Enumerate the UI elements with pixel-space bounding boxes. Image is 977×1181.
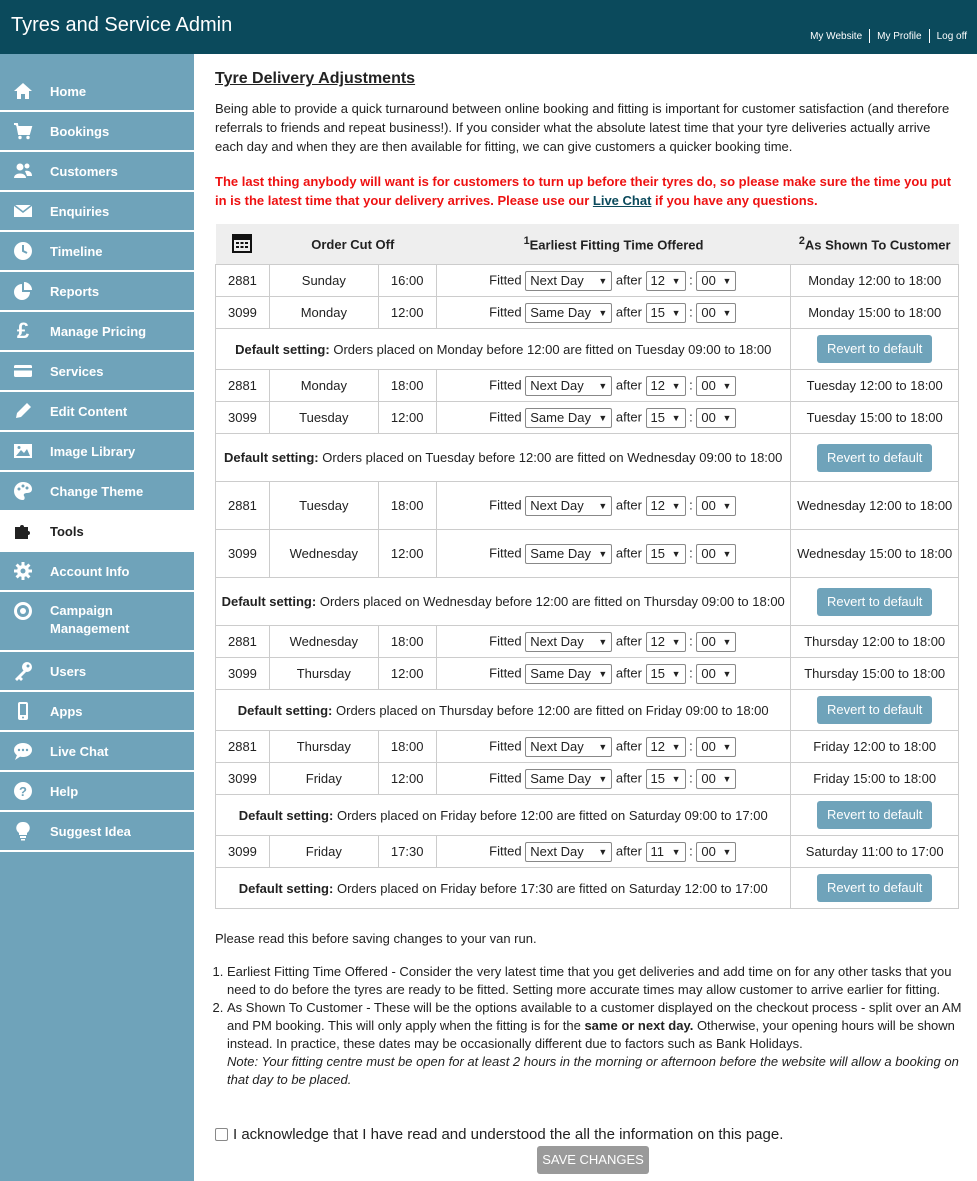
fit-day-select[interactable]: Next Day ▼ xyxy=(525,496,612,516)
list-item: 1. Earliest Fitting Time Offered - Consider the very latest time that you get deliveries and add time on for any other tasks that you need to do before the tyres are ready to be fitted. Setting more accurate times may allow customer to arrive earlier for fitting. xyxy=(227,963,972,999)
sidebar-item-account-info[interactable] xyxy=(0,552,194,592)
hour-select[interactable]: 15 ▼ xyxy=(646,769,686,789)
store-code: 2881 xyxy=(216,731,270,763)
shown-to-customer: Monday 12:00 to 18:00 xyxy=(791,265,959,297)
note-text: As Shown To Customer - These will be the options available to a customer displayed on the checkout process - split over an AM and PM booking. This will only apply when the fitting is for the xyxy=(227,1000,962,1033)
fitting-cell xyxy=(436,731,791,763)
table-row xyxy=(216,530,959,578)
fitting-cell xyxy=(436,658,791,690)
after-label: after xyxy=(615,632,642,648)
sidebar-item-help[interactable] xyxy=(0,772,194,812)
sidebar-item-edit-content[interactable] xyxy=(0,392,194,432)
after-label: after xyxy=(615,408,642,424)
fit-day-select[interactable]: Same Day ▼ xyxy=(525,303,612,323)
fit-day-select[interactable]: Next Day ▼ xyxy=(525,376,612,396)
fitted-label: Fitted xyxy=(489,376,522,392)
table-header xyxy=(216,224,959,265)
cut-off-time: 18:00 xyxy=(378,370,436,402)
sidebar-item-label: Change Theme xyxy=(50,483,144,499)
sidebar-item-label: Home xyxy=(50,83,87,99)
question-icon xyxy=(12,780,34,802)
cut-off-day: Sunday xyxy=(269,265,378,297)
hour-select[interactable]: 12 ▼ xyxy=(646,737,686,757)
table-row xyxy=(216,626,959,658)
phone-icon xyxy=(12,700,34,722)
default-description: Orders placed on Monday before 12:00 are fitted on Tuesday 09:00 to 18:00 xyxy=(333,341,772,357)
time-colon: : xyxy=(689,271,693,287)
palette-icon xyxy=(12,480,34,502)
cut-off-time: 18:00 xyxy=(378,482,436,530)
sidebar-item-label: Bookings xyxy=(50,123,110,139)
after-label: after xyxy=(615,376,642,392)
default-row xyxy=(216,690,959,731)
fitted-label: Fitted xyxy=(489,632,522,648)
shown-to-customer: Tuesday 12:00 to 18:00 xyxy=(791,370,959,402)
sidebar-item-label: Apps xyxy=(50,703,83,719)
sidebar-item-label: Timeline xyxy=(50,243,103,259)
fit-day-select[interactable]: Same Day ▼ xyxy=(525,408,612,428)
cut-off-time: 18:00 xyxy=(378,626,436,658)
table-row xyxy=(216,402,959,434)
minute-select[interactable]: 00 ▼ xyxy=(696,408,736,428)
shown-to-customer: Monday 15:00 to 18:00 xyxy=(791,297,959,329)
users-icon xyxy=(12,160,34,182)
gear-icon xyxy=(12,560,34,582)
hour-select[interactable]: 12 ▼ xyxy=(646,632,686,652)
cut-off-day: Friday xyxy=(269,763,378,795)
default-label: Default setting: xyxy=(235,341,330,357)
fitting-cell xyxy=(436,370,791,402)
sidebar-item-enquiries[interactable] xyxy=(0,192,194,232)
default-description: Orders placed on Friday before 12:00 are fitted on Saturday 09:00 to 17:00 xyxy=(336,807,768,823)
time-colon: : xyxy=(689,842,693,858)
store-code: 2881 xyxy=(216,370,270,402)
acknowledge-checkbox[interactable] xyxy=(215,1128,228,1141)
default-label: Default setting: xyxy=(238,807,334,823)
fitting-cell xyxy=(436,836,791,868)
cart-icon xyxy=(12,120,34,142)
cut-off-time: 12:00 xyxy=(378,763,436,795)
sidebar-item-timeline[interactable] xyxy=(0,232,194,272)
shown-to-customer: Saturday 11:00 to 17:00 xyxy=(791,836,959,868)
store-code: 2881 xyxy=(216,482,270,530)
revert-to-default-button[interactable]: Revert to default xyxy=(817,588,932,616)
fit-day-select[interactable]: Same Day ▼ xyxy=(525,664,612,684)
sidebar-item-label: Edit Content xyxy=(50,403,128,419)
after-label: after xyxy=(615,496,642,512)
time-colon: : xyxy=(689,303,693,319)
after-label: after xyxy=(615,664,642,680)
sidebar-item-live-chat[interactable] xyxy=(0,732,194,772)
target-icon xyxy=(12,600,34,622)
cut-off-time: 12:00 xyxy=(378,402,436,434)
table-row xyxy=(216,370,959,402)
image-icon xyxy=(12,440,34,462)
envelope-icon xyxy=(12,200,34,222)
sidebar-item-apps[interactable] xyxy=(0,692,194,732)
fitted-label: Fitted xyxy=(489,769,522,785)
cut-off-time: 17:30 xyxy=(378,836,436,868)
sidebar-item-home[interactable] xyxy=(0,72,194,112)
puzzle-icon xyxy=(12,520,34,542)
default-setting-text xyxy=(216,578,791,626)
sidebar xyxy=(0,54,194,1181)
time-colon: : xyxy=(689,737,693,753)
hour-select[interactable]: 15 ▼ xyxy=(646,544,686,564)
table-row xyxy=(216,836,959,868)
after-label: after xyxy=(615,271,642,287)
notes-intro: Please read this before saving changes to your van run. xyxy=(215,931,537,946)
table-row xyxy=(216,658,959,690)
notes-list xyxy=(215,963,972,1089)
shown-header xyxy=(791,224,959,265)
default-label: Default setting: xyxy=(221,594,317,609)
home-icon xyxy=(12,80,34,102)
fitted-label: Fitted xyxy=(489,842,522,858)
fitted-label: Fitted xyxy=(489,664,522,680)
after-label: after xyxy=(615,303,642,319)
default-row xyxy=(216,868,959,909)
default-setting-text xyxy=(216,868,791,909)
top-bar xyxy=(0,0,977,54)
table-row xyxy=(216,482,959,530)
sidebar-item-label: Reports xyxy=(50,283,100,299)
sidebar-item-services[interactable] xyxy=(0,352,194,392)
cut-off-day: Friday xyxy=(269,836,378,868)
fit-day-select[interactable]: Next Day ▼ xyxy=(525,632,612,652)
shown-to-customer: Wednesday 15:00 to 18:00 xyxy=(791,530,959,578)
pencil-icon xyxy=(12,400,34,422)
fitted-label: Fitted xyxy=(489,737,522,753)
warning-before: The last thing anybody will want is for customers to turn up before their tyres do, so please make sure the time you put in is the latest time that your delivery arrives. Please use our xyxy=(215,174,952,208)
shown-to-customer: Friday 12:00 to 18:00 xyxy=(791,731,959,763)
default-description: Orders placed on Tuesday before 12:00 are fitted on Wednesday 09:00 to 18:00 xyxy=(322,450,783,465)
sidebar-item-label: Manage Pricing xyxy=(50,323,147,339)
shown-to-customer: Friday 15:00 to 18:00 xyxy=(791,763,959,795)
key-icon xyxy=(12,660,34,682)
fit-day-select[interactable]: Next Day ▼ xyxy=(525,842,612,862)
table-row xyxy=(216,265,959,297)
footnote-marker: 1 xyxy=(523,235,530,248)
log-off-link[interactable]: Log off xyxy=(936,30,967,42)
fit-day-select[interactable]: Next Day ▼ xyxy=(525,737,612,757)
store-code: 3099 xyxy=(216,836,270,868)
table-body xyxy=(216,265,959,909)
default-setting-text xyxy=(216,434,791,482)
cut-off-day: Tuesday xyxy=(269,402,378,434)
warning-text xyxy=(215,172,960,210)
clock-icon xyxy=(12,240,34,262)
time-colon: : xyxy=(689,408,693,424)
sidebar-item-label: Users xyxy=(50,663,87,679)
after-label: after xyxy=(615,737,642,753)
cut-off-day: Monday xyxy=(269,297,378,329)
sidebar-item-manage-pricing[interactable] xyxy=(0,312,194,352)
revert-cell xyxy=(791,795,959,836)
cut-off-time: 12:00 xyxy=(378,297,436,329)
sidebar-item-users[interactable] xyxy=(0,652,194,692)
revert-cell xyxy=(791,329,959,370)
note-italic: Note: Your fitting centre must be open for at least 2 hours in the morning or afternoon before the website will allow a booking on that day to be placed. xyxy=(227,1054,959,1087)
default-setting-text xyxy=(216,329,791,370)
store-code: 3099 xyxy=(216,297,270,329)
minute-select[interactable]: 00 ▼ xyxy=(696,842,736,862)
revert-to-default-button[interactable]: Revert to default xyxy=(817,444,932,472)
list-item xyxy=(227,999,972,1089)
cut-off-day: Wednesday xyxy=(269,530,378,578)
pound-icon: £ xyxy=(16,318,30,343)
fitted-label: Fitted xyxy=(489,303,522,319)
card-icon xyxy=(12,360,34,382)
hour-select[interactable]: 11 ▼ xyxy=(646,842,686,862)
default-setting-text xyxy=(216,690,791,731)
shown-header-label: As Shown To Customer xyxy=(804,237,951,253)
fitting-cell xyxy=(436,402,791,434)
sidebar-item-label: Enquiries xyxy=(50,203,110,219)
default-row xyxy=(216,795,959,836)
fitted-label: Fitted xyxy=(489,271,522,287)
store-code: 3099 xyxy=(216,763,270,795)
fitting-cell xyxy=(436,482,791,530)
hour-select[interactable]: 12 ▼ xyxy=(646,376,686,396)
shown-to-customer: Wednesday 12:00 to 18:00 xyxy=(791,482,959,530)
default-setting-text xyxy=(216,795,791,836)
sidebar-item-reports[interactable] xyxy=(0,272,194,312)
after-label: after xyxy=(615,842,642,858)
sidebar-item-campaign-management[interactable] xyxy=(0,592,194,652)
sidebar-item-image-library[interactable] xyxy=(0,432,194,472)
default-row xyxy=(216,434,959,482)
delivery-table xyxy=(215,224,959,909)
cut-off-day: Thursday xyxy=(269,658,378,690)
revert-to-default-button[interactable]: Revert to default xyxy=(817,874,932,902)
time-colon: : xyxy=(689,664,693,680)
cut-off-time: 18:00 xyxy=(378,731,436,763)
app-title: Tyres and Service Admin xyxy=(11,14,233,36)
sidebar-item-label: Services xyxy=(50,363,104,379)
default-label: Default setting: xyxy=(238,880,334,896)
note-bold: same or next day. xyxy=(584,1018,694,1033)
table-row xyxy=(216,297,959,329)
page-title: Tyre Delivery Adjustments xyxy=(215,70,416,87)
hour-select[interactable]: 12 ▼ xyxy=(646,496,686,516)
time-colon: : xyxy=(689,376,693,392)
shown-to-customer: Thursday 15:00 to 18:00 xyxy=(791,658,959,690)
note-text: Otherwise, your opening hours will be shown instead. In practice, these dates may be occasionally different due to factors such as Bank Holidays. xyxy=(227,1018,955,1051)
sidebar-item-label: Suggest Idea xyxy=(50,823,131,839)
fitted-label: Fitted xyxy=(489,496,522,512)
calendar-header xyxy=(216,224,270,265)
sidebar-item-label: Image Library xyxy=(50,443,136,459)
warning-after: if you have any questions. xyxy=(651,193,818,208)
cut-off-time: 12:00 xyxy=(378,658,436,690)
earliest-header-label: Earliest Fitting Time Offered xyxy=(529,237,704,253)
fitted-label: Fitted xyxy=(489,408,522,424)
minute-select[interactable]: 00 ▼ xyxy=(696,737,736,757)
default-row xyxy=(216,578,959,626)
sidebar-item-suggest-idea[interactable] xyxy=(0,812,194,852)
revert-cell xyxy=(791,868,959,909)
shown-to-customer: Tuesday 15:00 to 18:00 xyxy=(791,402,959,434)
hour-select[interactable]: 15 ▼ xyxy=(646,303,686,323)
fit-day-select[interactable]: Same Day ▼ xyxy=(525,769,612,789)
top-links xyxy=(803,29,967,43)
live-chat-link[interactable]: Live Chat xyxy=(592,193,652,208)
time-colon: : xyxy=(689,632,693,648)
store-code: 3099 xyxy=(216,658,270,690)
minute-select[interactable]: 00 ▼ xyxy=(696,303,736,323)
chat-icon xyxy=(12,740,34,762)
table-row xyxy=(216,731,959,763)
fitting-cell xyxy=(436,530,791,578)
sidebar-item-label: Customers xyxy=(50,163,118,179)
default-row xyxy=(216,329,959,370)
minute-select[interactable]: 00 ▼ xyxy=(696,632,736,652)
svg-text:?: ? xyxy=(19,784,27,799)
cut-off-day: Tuesday xyxy=(269,482,378,530)
sidebar-item-bookings[interactable] xyxy=(0,112,194,152)
sidebar-item-label: Live Chat xyxy=(50,743,109,759)
my-profile-link[interactable]: My Profile xyxy=(877,30,922,42)
earliest-header xyxy=(436,224,791,265)
store-code: 3099 xyxy=(216,402,270,434)
table-row xyxy=(216,763,959,795)
time-colon: : xyxy=(689,544,693,560)
my-website-link[interactable]: My Website xyxy=(810,30,863,42)
after-label: after xyxy=(615,544,642,560)
minute-select[interactable]: 00 ▼ xyxy=(696,376,736,396)
revert-cell xyxy=(791,434,959,482)
sidebar-item-label: Tools xyxy=(50,523,84,539)
minute-select[interactable]: 00 ▼ xyxy=(696,496,736,516)
time-colon: : xyxy=(689,769,693,785)
default-label: Default setting: xyxy=(224,450,319,465)
calendar-icon xyxy=(231,232,253,257)
store-code: 2881 xyxy=(216,626,270,658)
footnote-marker: 2 xyxy=(798,235,805,248)
sidebar-item-label: Help xyxy=(50,783,79,799)
minute-select[interactable]: 00 ▼ xyxy=(696,271,736,291)
fitting-cell xyxy=(436,626,791,658)
store-code: 3099 xyxy=(216,530,270,578)
revert-cell xyxy=(791,578,959,626)
cut-off-day: Wednesday xyxy=(269,626,378,658)
store-code: 2881 xyxy=(216,265,270,297)
fit-day-select[interactable]: Next Day ▼ xyxy=(525,271,612,291)
save-changes-button[interactable]: SAVE CHANGES xyxy=(537,1146,649,1174)
default-description: Orders placed on Thursday before 12:00 are fitted on Friday 09:00 to 18:00 xyxy=(336,702,769,718)
order-cut-off-header: Order Cut Off xyxy=(269,224,436,265)
acknowledge-row[interactable] xyxy=(215,1126,783,1143)
sidebar-item-change-theme[interactable] xyxy=(0,472,194,512)
hour-select[interactable]: 15 ▼ xyxy=(646,664,686,684)
fitted-label: Fitted xyxy=(489,544,522,560)
lightbulb-icon xyxy=(12,820,34,842)
sidebar-item-label: Account Info xyxy=(50,563,130,579)
intro-text: Being able to provide a quick turnaround between online booking and fitting is important for customer satisfaction (and therefore referrals to friends and repeat business!). If you consider what the absolute latest time that your tyre deliveries actually arrive each day and when they are then available for fitting, we can give customers a quicker booking time. xyxy=(215,101,950,154)
default-description: Orders placed on Friday before 17:30 are fitted on Saturday 12:00 to 17:00 xyxy=(336,880,768,896)
shown-to-customer: Thursday 12:00 to 18:00 xyxy=(791,626,959,658)
revert-to-default-button[interactable]: Revert to default xyxy=(817,696,932,724)
fit-day-select[interactable]: Same Day ▼ xyxy=(525,544,612,564)
cut-off-time: 12:00 xyxy=(378,530,436,578)
default-description: Orders placed on Wednesday before 12:00 are fitted on Thursday 09:00 to 18:00 xyxy=(319,594,785,609)
minute-select[interactable]: 00 ▼ xyxy=(696,664,736,684)
revert-to-default-button[interactable]: Revert to default xyxy=(817,801,932,829)
cut-off-time: 16:00 xyxy=(378,265,436,297)
minute-select[interactable]: 00 ▼ xyxy=(696,544,736,564)
acknowledge-label: I acknowledge that I have read and understood the all the information on this page. xyxy=(233,1126,784,1143)
cut-off-day: Monday xyxy=(269,370,378,402)
hour-select[interactable]: 12 ▼ xyxy=(646,271,686,291)
revert-cell xyxy=(791,690,959,731)
revert-to-default-button[interactable]: Revert to default xyxy=(817,335,932,363)
sidebar-item-label: Campaign Management xyxy=(50,603,130,636)
after-label: after xyxy=(615,769,642,785)
cut-off-day: Thursday xyxy=(269,731,378,763)
default-label: Default setting: xyxy=(237,702,333,718)
minute-select[interactable]: 00 ▼ xyxy=(696,769,736,789)
sidebar-item-tools[interactable] xyxy=(0,512,194,552)
fitting-cell xyxy=(436,297,791,329)
sidebar-item-customers[interactable] xyxy=(0,152,194,192)
time-colon: : xyxy=(689,496,693,512)
hour-select[interactable]: 15 ▼ xyxy=(646,408,686,428)
fitting-cell xyxy=(436,763,791,795)
fitting-cell xyxy=(436,265,791,297)
pie-chart-icon xyxy=(12,280,34,302)
